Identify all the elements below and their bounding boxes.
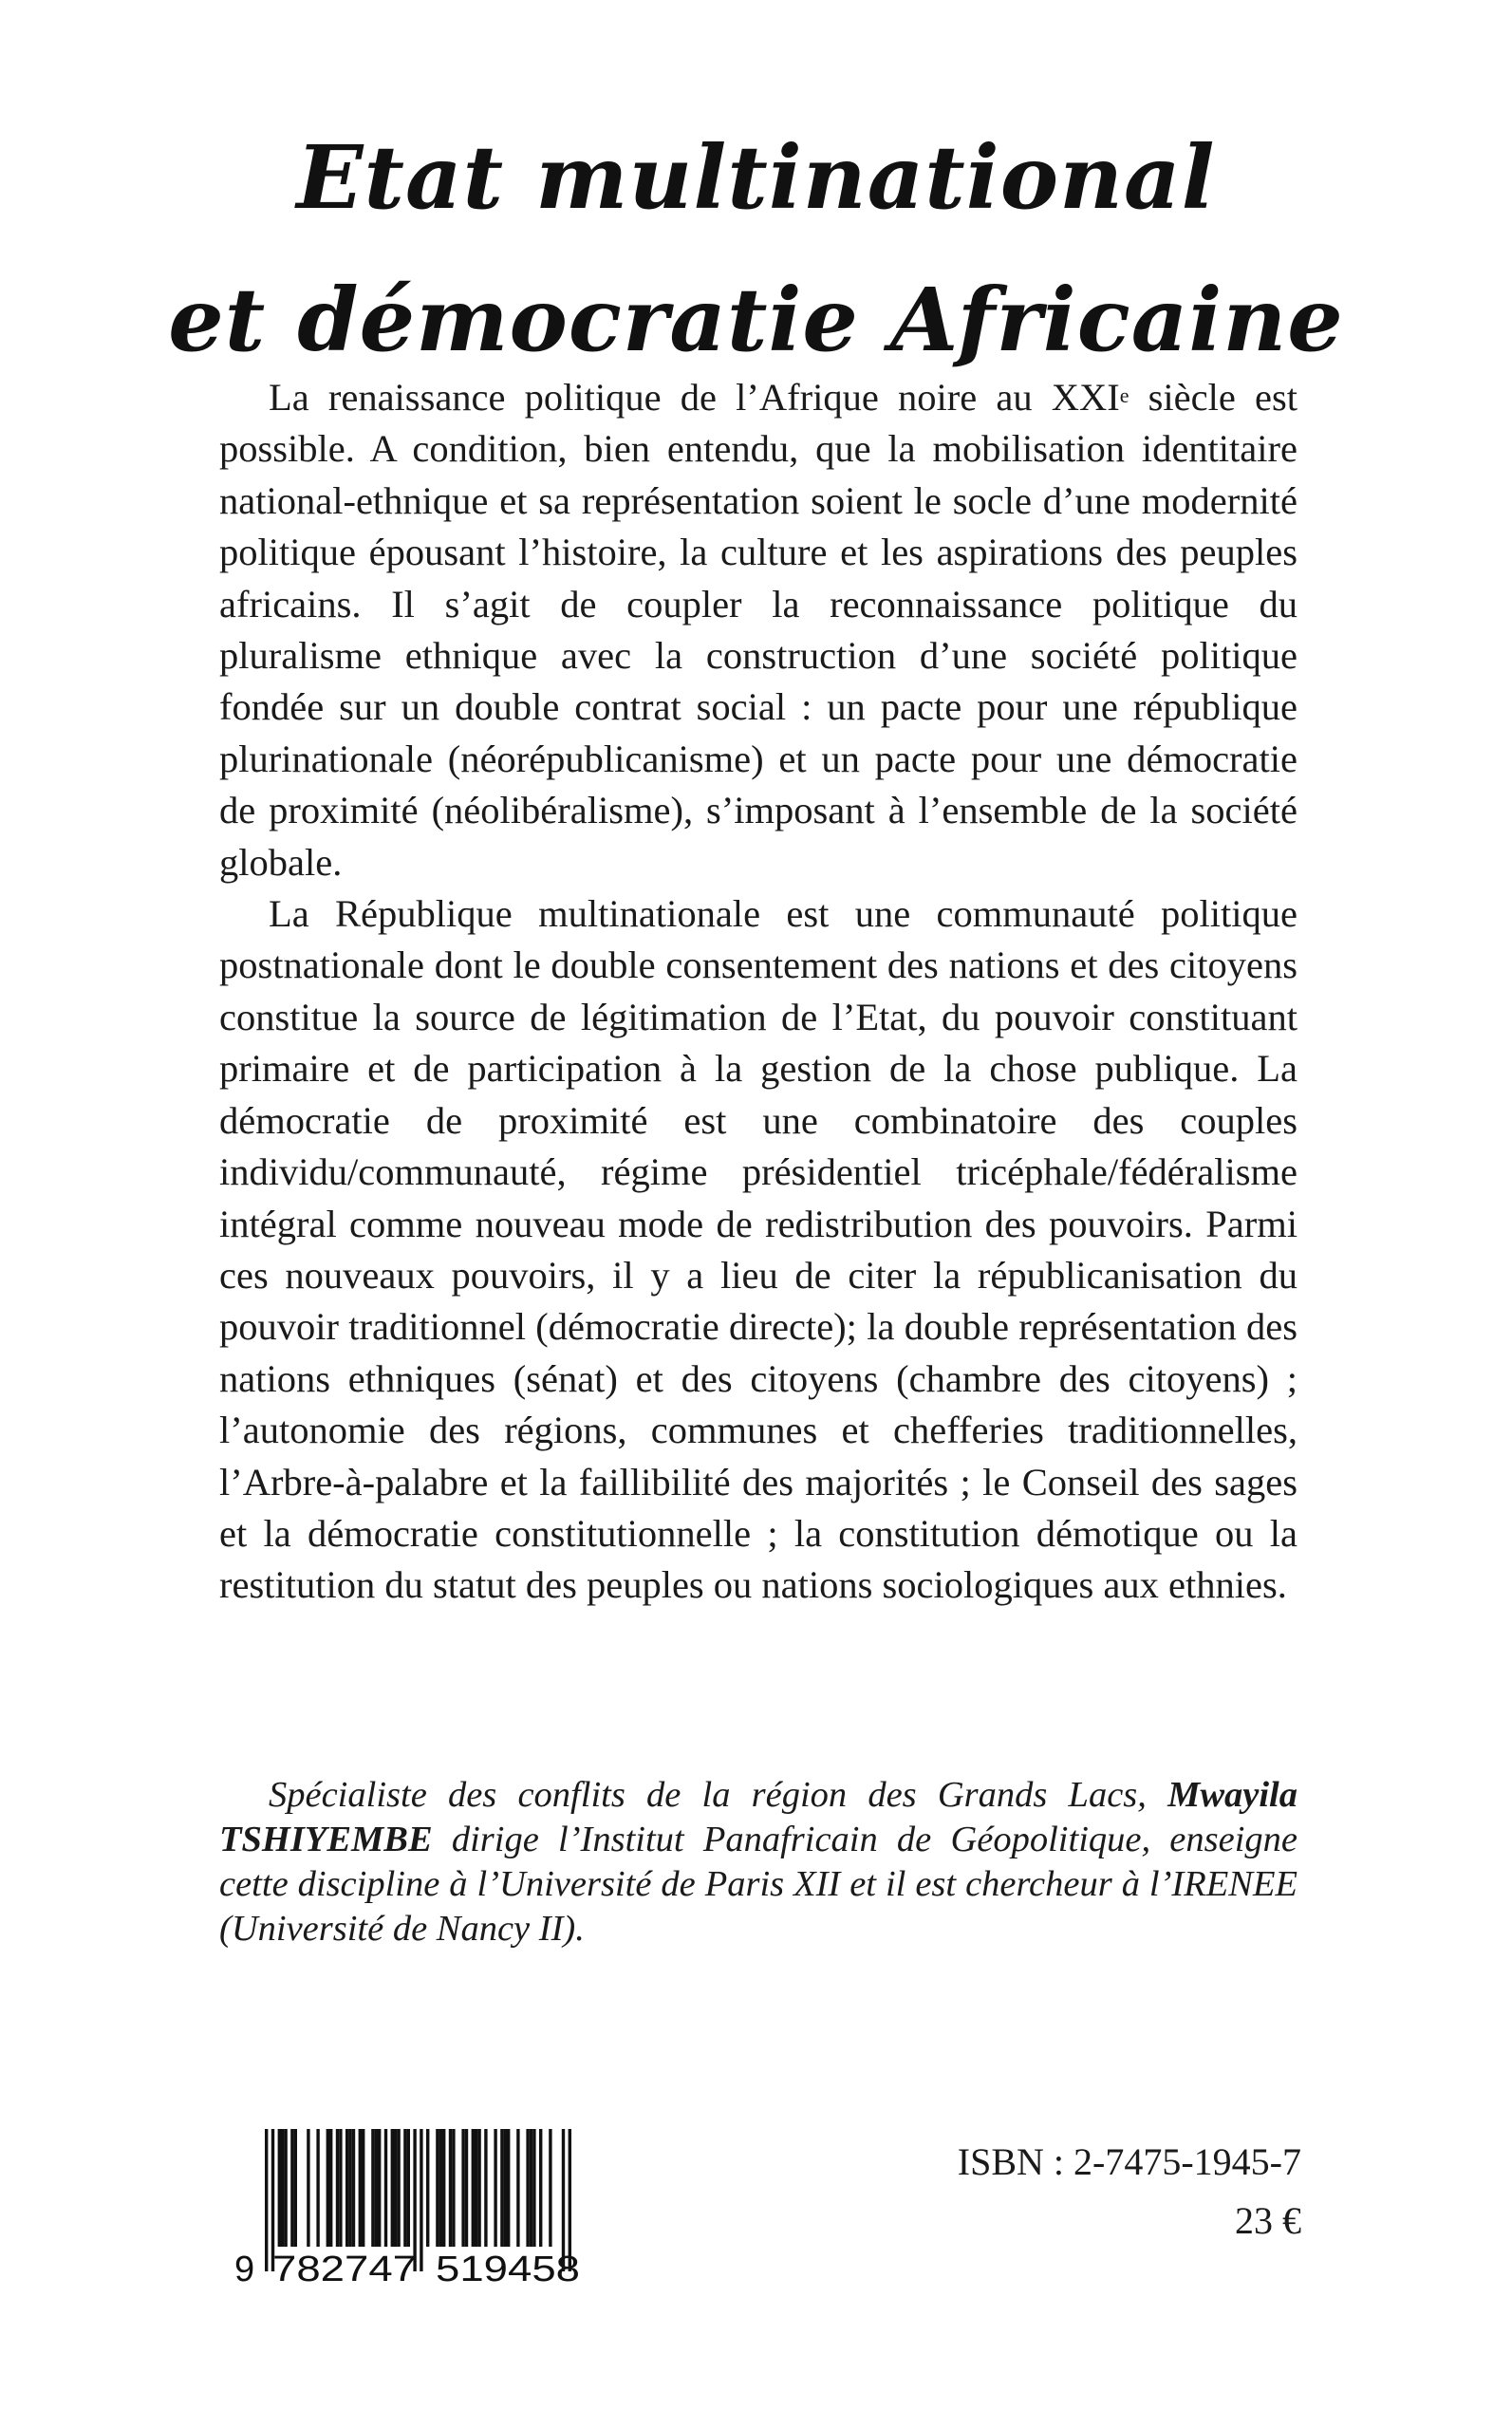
barcode-bar [494, 2129, 496, 2247]
barcode-bar [307, 2129, 309, 2247]
author-bio [219, 1773, 1297, 1951]
barcode-bar [500, 2129, 503, 2247]
barcode-bar [281, 2129, 284, 2247]
barcode-bar [507, 2129, 510, 2247]
barcode-bar [278, 2129, 281, 2247]
barcode-bar [442, 2129, 445, 2247]
barcode-bar [329, 2129, 332, 2247]
book-title [0, 106, 1512, 391]
barcode-bar [420, 2129, 422, 2271]
barcode-bar [403, 2129, 406, 2247]
barcode-bar [472, 2129, 475, 2247]
summary-paragraph-1 [219, 372, 1297, 888]
barcode-bar [384, 2129, 387, 2247]
barcode-bar [284, 2129, 287, 2247]
barcode-bar [290, 2129, 293, 2247]
title-line-2: et démocratie Africaine [168, 269, 1344, 371]
summary-p1-start: La renaissance politique de l’Afrique noire au XXI [269, 376, 1120, 419]
barcode-bar [327, 2129, 329, 2247]
bio-rest: dirige l’Institut Panafricain de Géopolitique, enseigne cette discipline à l’Université de Paris XII et il est chercheur à l’IRENEE (Université de Nancy II). [219, 1820, 1297, 1949]
barcode-bar [375, 2129, 378, 2247]
barcode-right-digits: 519458 [436, 2250, 580, 2284]
barcode-bar [436, 2129, 439, 2247]
barcode-bar [452, 2129, 455, 2247]
author-name: Mwayila TSHIYEMBE [219, 1775, 1297, 1859]
barcode [233, 2129, 612, 2284]
summary-text [219, 372, 1297, 1612]
barcode-bar [426, 2129, 429, 2247]
barcode-bar [549, 2129, 551, 2247]
barcode-bar [484, 2129, 487, 2247]
barcode-bar [391, 2129, 394, 2247]
summary-paragraph-2: La République multinationale est une communauté politique postnationale dont le double consentement des nations et des citoyens constitue la source de légitimation de l’Etat, du pouvoir constituant primaire et de participation à la gestion de la chose publique. La démocratie de proximité est une combinatoire des couples individu/communauté, régime présidentiel tricéphale/fédéralisme intégral comme nouveau mode de redistribution des pouvoirs. Parmi ces nouveaux pouvoirs, il y a lieu de citer la républicanisation du pouvoir traditionnel (démocratie directe); la double représentation des nations ethniques (sénat) et des citoyens (chambre des citoyens) ; l’autonomie des régions, communes et chefferies traditionnelles, l’Arbre-à-palabre et la faillibilité des majorités ; le Conseil des sages et la démocratie constitutionnelle ; la constitution démotique ou la restitution du statut des peuples ou nations sociologiques aux ethnies. [219, 892, 1297, 1607]
barcode-bar [359, 2129, 362, 2247]
barcode-bar [345, 2129, 348, 2247]
barcode-bar [504, 2129, 507, 2247]
barcode-bar [449, 2129, 452, 2247]
barcode-bar [461, 2129, 464, 2247]
title-line-1: Etat multinational [296, 126, 1216, 229]
barcode-first-digit: 9 [234, 2250, 255, 2284]
century-superscript: e [1119, 383, 1129, 407]
barcode-bar [526, 2129, 529, 2247]
barcode-bar [265, 2129, 268, 2271]
barcode-bar [371, 2129, 374, 2247]
price-label: 23 € [1235, 2199, 1301, 2242]
isbn-label: ISBN : 2-7475-1945-7 [957, 2140, 1301, 2183]
barcode-bar [539, 2129, 542, 2247]
barcode-bar [530, 2129, 532, 2247]
barcode-bar [378, 2129, 381, 2247]
barcode-bar [475, 2129, 477, 2247]
barcode-bar [316, 2129, 319, 2247]
barcode-bar [394, 2129, 397, 2247]
barcode-bar [465, 2129, 468, 2247]
barcode-bar [397, 2129, 400, 2247]
bio-intro: Spécialiste des conflits de la région des Grands Lacs, [269, 1775, 1168, 1815]
barcode-bar [294, 2129, 297, 2247]
barcode-bar [339, 2129, 342, 2247]
barcode-bar [336, 2129, 339, 2247]
barcode-bar [407, 2129, 410, 2247]
summary-p1-rest: siècle est possible. A condition, bien entendu, que la mobilisation identitaire national-ethnique et sa représentation soient le socle d’une modernité politique épousant l’histoire, la culture et les aspirations des peuples africains. Il s’agit de coupler la reconnaissance politique du pluralisme ethnique avec la construction d’une société politique fondée sur un double contrat social : un pacte pour une république plurinationale (néorépublicanisme) et un pacte pour une démocratie de proximité (néolibéralisme), s’imposant à l’ensemble de la société globale. [219, 376, 1297, 884]
barcode-bar [516, 2129, 519, 2247]
barcode-bar [348, 2129, 351, 2247]
barcode-left-digits: 782747 [272, 2250, 417, 2284]
barcode-bar [352, 2129, 355, 2247]
barcode-bar [439, 2129, 442, 2247]
barcode-bar [532, 2129, 535, 2247]
barcode-bar [362, 2129, 364, 2247]
author-bio-paragraph [219, 1773, 1297, 1951]
barcode-bar [477, 2129, 480, 2247]
